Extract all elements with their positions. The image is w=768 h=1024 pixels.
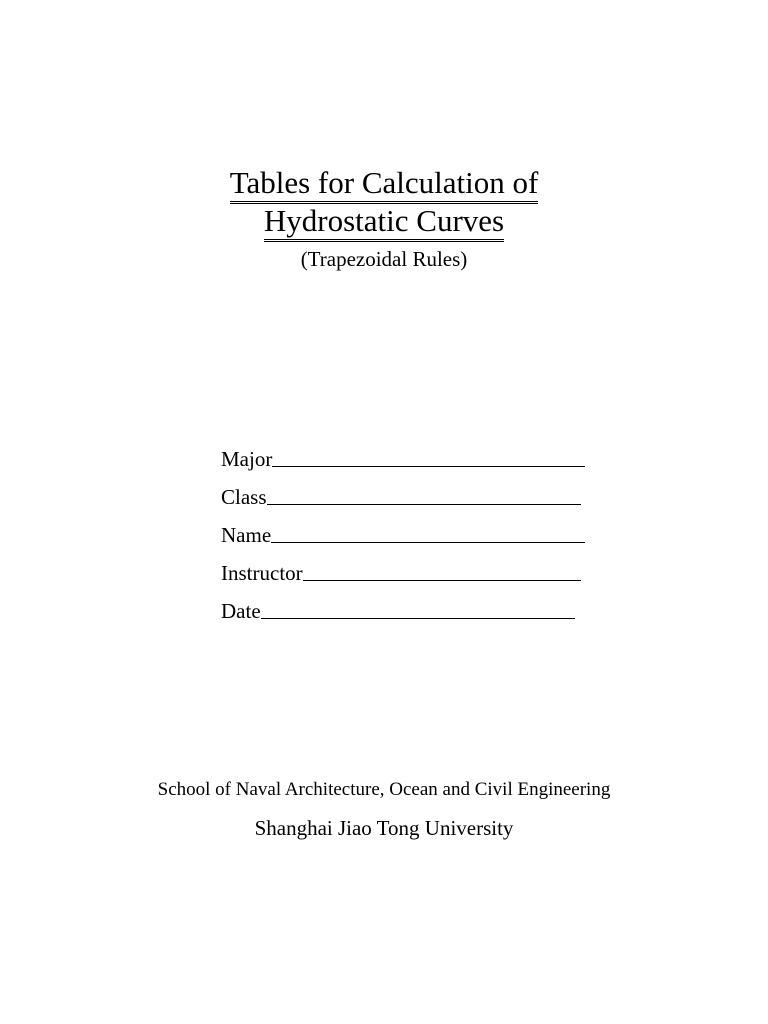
form-row-major [221,434,621,472]
date-blank-line [261,617,575,619]
document-title-line-1: Tables for Calculation of [230,164,539,204]
date-label: Date [221,599,261,623]
class-label: Class [221,485,267,509]
title-row-2 [0,202,768,240]
document-title-line-2: Hydrostatic Curves [264,202,504,242]
form-row-class [221,472,621,510]
form-row-date [221,586,621,624]
school-name: School of Naval Architecture, Ocean and Civil Engineering [157,779,611,800]
class-blank-line [267,503,581,505]
form-row-name [221,510,621,548]
name-blank-line [271,541,585,543]
form-row-instructor [221,548,621,586]
instructor-label: Instructor [221,561,303,585]
document-subtitle: (Trapezoidal Rules) [300,247,468,271]
major-label: Major [221,447,273,471]
student-info-form [221,434,621,624]
title-row-1 [0,164,768,202]
major-blank-line [272,465,585,467]
university-name: Shanghai Jiao Tong University [254,816,514,840]
title-block [0,164,768,272]
name-label: Name [221,523,272,547]
instructor-blank-line [303,579,581,581]
